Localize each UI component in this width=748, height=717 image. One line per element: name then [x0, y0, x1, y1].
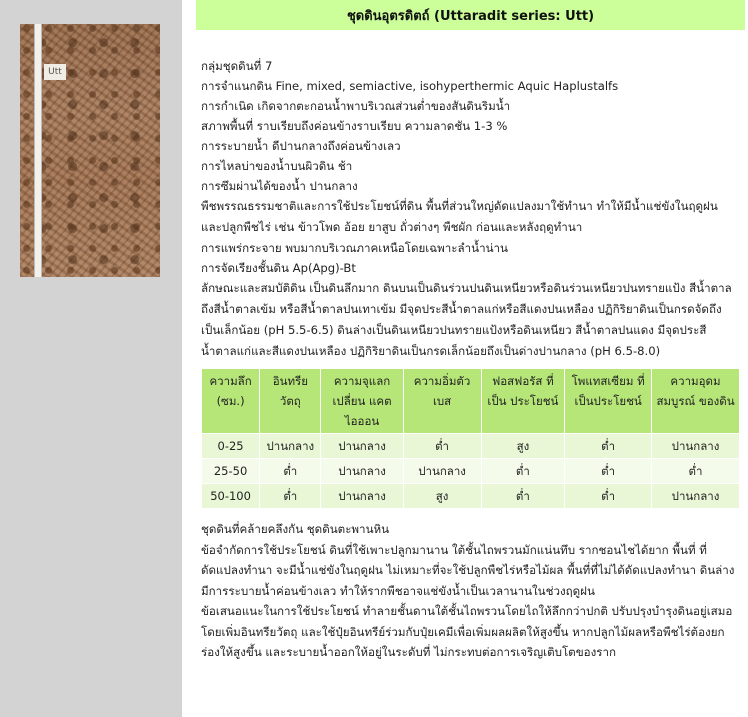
soil-origin: การกำเนิด เกิดจากตะกอนน้ำพาบริเวณส่วนต่ำของสันดินริมน้ำ: [201, 99, 511, 113]
table-row: [202, 459, 739, 483]
table-cell: ปานกลาง: [321, 434, 402, 458]
table-header: ความจุแลกเปลี่ยน แคตไอออน: [321, 369, 402, 433]
table-header: ความอิ่มตัว เบส: [404, 369, 481, 433]
table-cell: ปานกลาง: [404, 459, 481, 483]
table-header: อินทรีย วัตถุ: [260, 369, 320, 433]
table-cell: 50-100: [202, 484, 259, 508]
table-cell: ปานกลาง: [321, 484, 402, 508]
table-cell: ต่ำ: [482, 484, 565, 508]
table-row: [202, 484, 739, 508]
soil-profile-photo: [20, 24, 160, 277]
soil-runoff: การไหลบ่าของน้ำบนผิวดิน ช้า: [201, 159, 353, 173]
table-cell: ต่ำ: [565, 484, 651, 508]
table-header-row: [202, 369, 739, 433]
usage-suggestions: ข้อเสนอแนะในการใช้ประโยชน์ ทำลายชั้นดานใต้ชั้นไถพรวนโดยไถให้ลึกกว่าปกติ ปรับปรุงบำรุงดินอยู่เสมอโดยเพิ่มอินทรียวัตถุ และใช้ปุ๋ยอินทรีย์ร่วมกับปุ๋ยเคมีเพื่อเพิ่มผลผลิตให้สูงขึ้น หากปลูกไม้ผลหรือพืชไร่ต้องยกร่องให้สูงขึ้น และระบายน้ำออกให้อยู่ในระดับที่ ไม่กระทบต่อการเจริญเติบโตของราก: [201, 604, 733, 659]
measuring-tape: [34, 24, 42, 277]
soil-classification: การจำแนกดิน Fine, mixed, semiactive, isohyperthermic Aquic Haplustalfs: [201, 79, 619, 93]
table-cell: ต่ำ: [652, 459, 739, 483]
soil-horizons: การจัดเรียงชั้นดิน Ap(Apg)-Bt: [201, 261, 356, 275]
content-panel: [196, 0, 745, 663]
fertility-table: [201, 368, 740, 509]
soil-landform: สภาพพื้นที่ ราบเรียบถึงค่อนข้างราบเรียบ ความลาดชัน 1-3 %: [201, 119, 508, 133]
soil-characteristics: ลักษณะและสมบัติดิน เป็นดินลึกมาก ดินบนเป็นดินร่วนปนดินเหนียวหรือดินร่วนเหนียวปนทรายแป้ง สีน้ำตาลถึงสีน้ำตาลเข้ม หรือสีน้ำตาลปนเทาเข้ม มีจุดประสีน้ำตาลแก่หรือสีแดงปนเหลือง ปฏิกิริยาดินเป็นกรดจัดถึงเป็นเล็กน้อย (pH 5.5-6.5) ดินล่างเป็นดินเหนียวปนทรายแป้งหรือดินเหนียว สีน้ำตาลปนแดง มีจุดประสีน้ำตาลแก่และสีแดงปนเหลือง ปฏิกิริยาดินเป็นกรดเล็กน้อยถึงเป็นด่างปานกลาง (pH 6.5-8.0): [201, 281, 732, 358]
soil-series-tag: Utt: [44, 64, 66, 80]
table-row: [202, 434, 739, 458]
table-header: โพแทสเซียม ที่เป็นประโยชน์: [565, 369, 651, 433]
usage-limitations: ข้อจำกัดการใช้ประโยชน์ ดินที่ใช้เพาะปลูกมานาน ใต้ชั้นไถพรวนมักแน่นทึบ รากชอนไชได้ยาก พื้นที่ ที่ดัดแปลงทำนา จะมีน้ำแช่ขังในฤดูฝน ไม่เหมาะที่จะใช้ปลูกพืชไร่หรือไม้ผล พื้นที่ที่ไม่ได้ดัดแปลงทำนา ดินล่างมีการระบายน้ำค่อนข้างเลว ทำให้รากพืชอาจแช่ขังน้ำเป็นเวลานานในช่วงฤดูฝน: [201, 542, 735, 598]
similar-series: ชุดดินที่คล้ายคลึงกัน ชุดดินตะพานหิน: [201, 522, 390, 536]
soil-drainage: การระบายน้ำ ดีปานกลางถึงค่อนข้างเลว: [201, 139, 401, 153]
table-header: ความอุดม สมบูรณ์ ของดิน: [652, 369, 739, 433]
table-cell: 25-50: [202, 459, 259, 483]
soil-permeability: การซึมผ่านได้ของน้ำ ปานกลาง: [201, 179, 358, 193]
left-panel: [0, 0, 182, 717]
table-cell: ปานกลาง: [652, 434, 739, 458]
table-cell: ปานกลาง: [321, 459, 402, 483]
table-cell: ต่ำ: [565, 434, 651, 458]
table-cell: ปานกลาง: [652, 484, 739, 508]
table-header: ความลึก (ซม.): [202, 369, 259, 433]
table-cell: สูง: [482, 434, 565, 458]
soil-distribution: การแพร่กระจาย พบมากบริเวณภาคเหนือโดยเฉพาะลำน้ำน่าน: [201, 241, 508, 255]
soil-info: [196, 56, 745, 362]
table-cell: 0-25: [202, 434, 259, 458]
table-cell: สูง: [404, 484, 481, 508]
table-cell: ต่ำ: [260, 459, 320, 483]
table-header: ฟอสฟอรัส ที่เป็น ประโยชน์: [482, 369, 565, 433]
soil-notes: [196, 519, 741, 663]
page-title: ชุดดินอุตรดิตถ์ (Uttaradit series: Utt): [196, 0, 745, 30]
table-cell: ปานกลาง: [260, 434, 320, 458]
soil-vegetation: พืชพรรณธรรมชาติและการใช้ประโยชน์ที่ดิน พื้นที่ส่วนใหญ่ดัดแปลงมาใช้ทำนา ทำให้มีน้ำแช่ขังในฤดูฝน และปลูกพืชไร่ เช่น ข้าวโพด อ้อย ยาสูบ ถั่วต่างๆ พืชผัก ก่อนและหลังฤดูทำนา: [201, 199, 718, 234]
table-cell: ต่ำ: [565, 459, 651, 483]
table-cell: ต่ำ: [404, 434, 481, 458]
table-cell: ต่ำ: [260, 484, 320, 508]
soil-group: กลุ่มชุดดินที่ 7: [201, 59, 273, 73]
table-cell: ต่ำ: [482, 459, 565, 483]
